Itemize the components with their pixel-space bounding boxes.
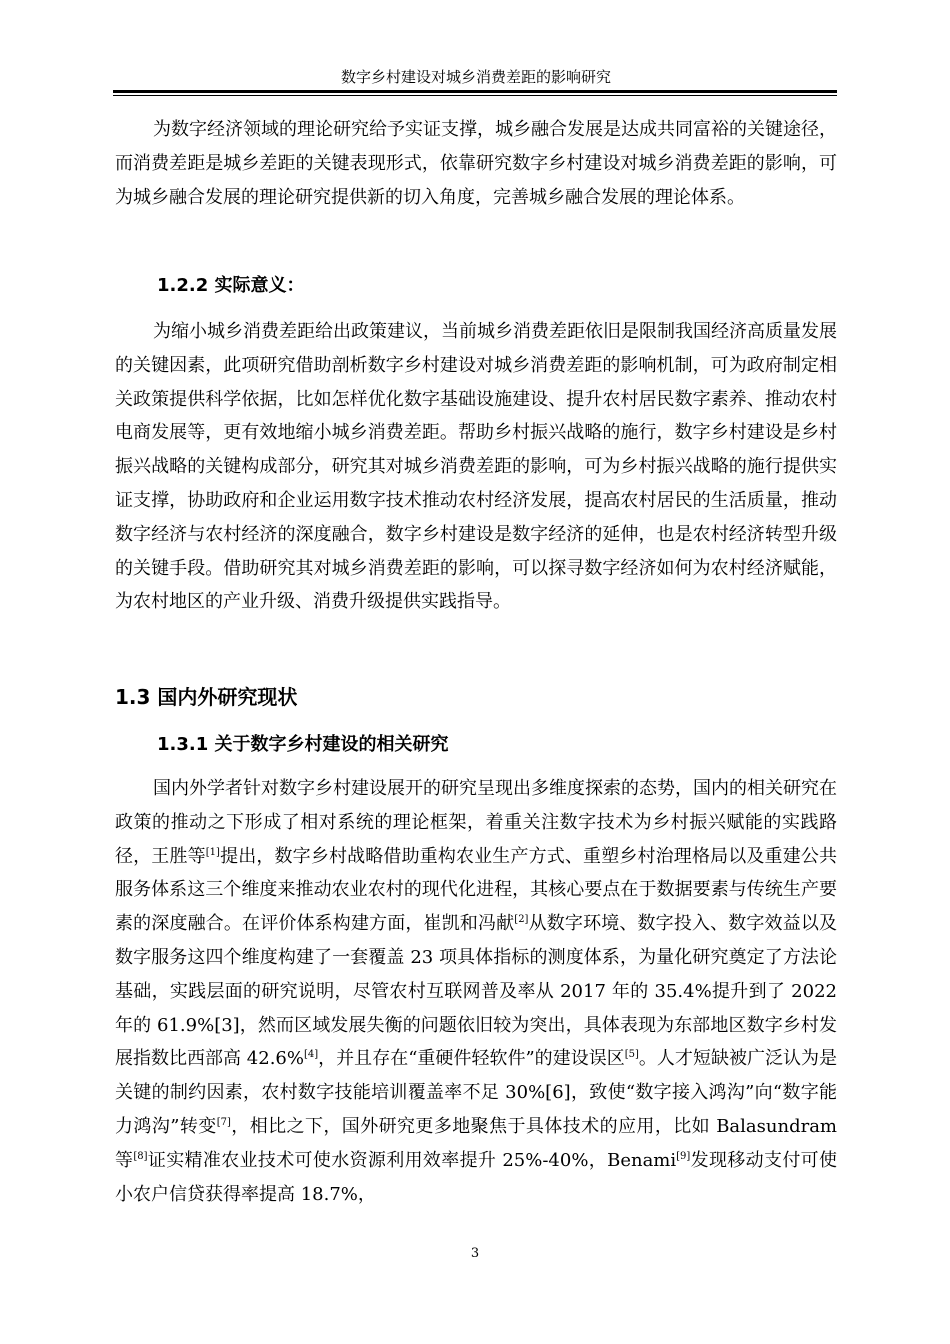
text-run: ，相比之下，国外研究更多地聚焦于具体技术的应用，比如 Balasundram 等 xyxy=(115,1115,837,1171)
paragraph-theoretical-significance: 为数字经济领域的理论研究给予实证支撑，城乡融合发展是达成共同富裕的关键途径，而消费差距是城乡差距的关键表现形式，依靠研究数字乡村建设对城乡消费差距的影响，可为城乡融合发展的理论研究提供新的切入角度，完善城乡融合发展的理论体系。 xyxy=(115,119,837,208)
text-run: 发现移动支付可使小农户信贷获得率提高 18.7%， xyxy=(115,1149,837,1205)
header-rule-thin xyxy=(113,95,837,96)
heading-1-2-2: 1.2.2 实际意义： xyxy=(157,275,305,296)
text-run: 从数字环境、数字投入、数字效益以及数字服务这四个维度构建了一套覆盖 23 项具体指标的测度体系，为量化研究奠定了方法论基础，实践层面的研究说明，尽管农村互联网普及率从 2017 年的 35.4%提升到了 2022 年的 61.9%[3]，然而区域发展失衡的问题依旧较为突出，具体表现为东部地区数字乡村发展指数比西部高 42.6% xyxy=(115,913,838,1070)
header-rule-thick xyxy=(113,90,837,93)
heading-1-3: 1.3 国内外研究现状 xyxy=(115,685,298,709)
citation-ref: [7] xyxy=(216,1116,231,1128)
citation-ref: [9] xyxy=(676,1150,691,1162)
page-number: 3 xyxy=(470,1246,480,1261)
citation-ref: [1] xyxy=(205,846,220,858)
text-run: 提出，数字乡村战略借助重构农业生产方式、重塑乡村治理格局以及重建公共服务体系这三个维度来推动农业农村的现代化进程，其核心要点在于数据要素与传统生产要素的深度融合。在评价体系构建方面，崔凯和冯献 xyxy=(115,845,837,935)
text-run: 。人才短缺被广泛认为是关键的制约因素，农村数字技能培训覆盖率不足 30%[6]，致使“数字接入鸿沟”向“数字能力鸿沟”转变 xyxy=(115,1048,838,1137)
citation-ref: [5] xyxy=(624,1049,639,1061)
heading-1-3-1: 1.3.1 关于数字乡村建设的相关研究 xyxy=(157,734,449,755)
text-run: ，并且存在“重硬件轻软件”的建设误区 xyxy=(318,1048,625,1070)
citation-ref: [4] xyxy=(303,1049,319,1061)
citation-ref: [2] xyxy=(514,914,529,926)
citation-ref: [8] xyxy=(133,1150,148,1162)
text-run: 证实精准农业技术可使水资源利用效率提升 25%-40%，Benami xyxy=(147,1149,677,1171)
text-run: 国内外学者针对数字乡村建设展开的研究呈现出多维度探索的态势，国内的相关研究在政策的推动之下形成了相对系统的理论框架，着重关注数字技术为乡村振兴赋能的实践路径，王胜等 xyxy=(115,778,837,867)
paragraph-practical-significance: 为缩小城乡消费差距给出政策建议，当前城乡消费差距依旧是限制我国经济高质量发展的关键因素，此项研究借助剖析数字乡村建设对城乡消费差距的影响机制，可为政府制定相关政策提供科学依据，比如怎样优化数字基础设施建设、提升农村居民数字素养、推动农村电商发展等，更有效地缩小城乡消费差距。帮助乡村振兴战略的施行，数字乡村建设是乡村振兴战略的关键构成部分，研究其对城乡消费差距的影响，可为乡村振兴战略的施行提供实证支撑，协助政府和企业运用数字技术推动农村经济发展，提高农村居民的生活质量，推动数字经济与农村经济的深度融合，数字乡村建设是数字经济的延伸，也是农村经济转型升级的关键手段。借助研究其对城乡消费差距的影响，可以探寻数字经济如何为农村经济赋能，为农村地区的产业升级、消费升级提供实践指导。 xyxy=(115,321,837,613)
paragraph-digital-village-research xyxy=(115,772,837,1211)
running-header: 数字乡村建设对城乡消费差距的影响研究 xyxy=(340,68,611,86)
